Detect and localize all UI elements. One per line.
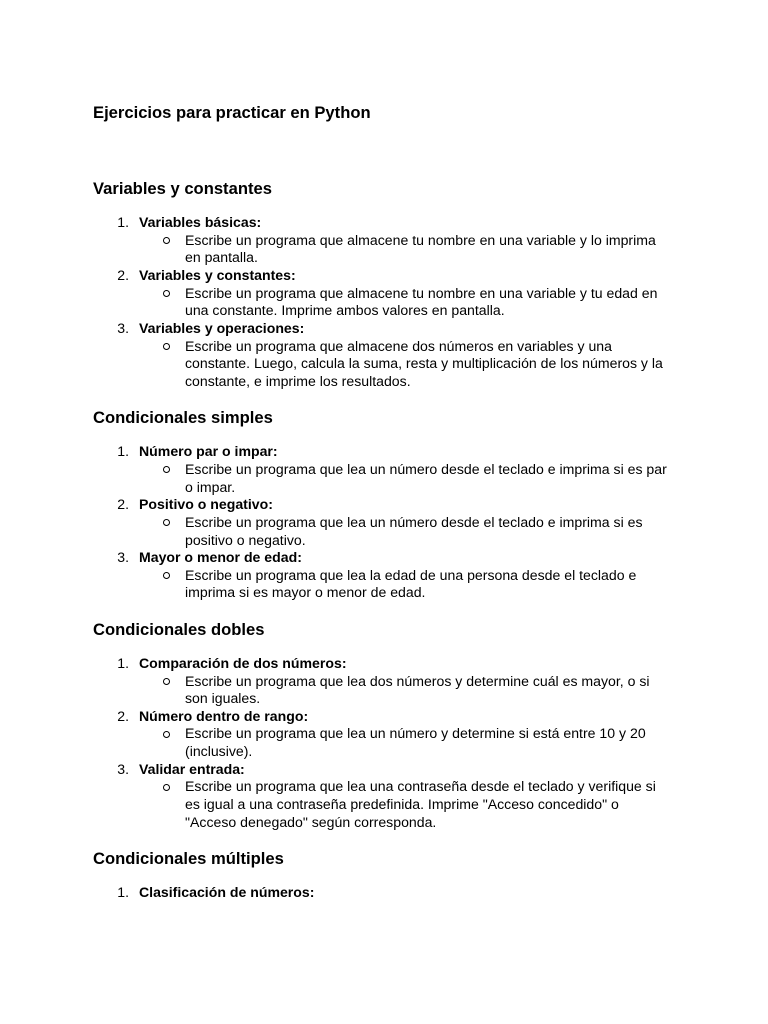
- exercise-item: [93, 549, 675, 602]
- description-line: Escribe un programa que almacene dos números en variables y una: [185, 337, 612, 354]
- description-line: una constante. Imprime ambos valores en pantalla.: [185, 302, 505, 319]
- description-line: Escribe un programa que lea un número desde el teclado e imprima si es par: [185, 461, 667, 477]
- description-line: son iguales.: [185, 690, 261, 707]
- item-title: Variables y operaciones:: [139, 320, 305, 337]
- item-number: 1.: [117, 443, 129, 460]
- exercise-item: [93, 884, 675, 902]
- numbered-list: [93, 655, 675, 831]
- description-line: en pantalla.: [185, 249, 258, 266]
- item-title: Variables y constantes:: [139, 267, 296, 284]
- section-heading: Variables y constantes: [93, 178, 272, 198]
- item-header: [93, 884, 675, 902]
- description-line: "Acceso denegado" según corresponda.: [185, 813, 437, 830]
- exercise-item: [93, 655, 675, 708]
- section-condicionales-simples: [93, 391, 675, 603]
- item-title: Positivo o negativo:: [139, 496, 273, 513]
- item-title: Variables básicas:: [139, 214, 262, 231]
- item-header: [93, 708, 675, 726]
- item-title: Número dentro de rango:: [139, 707, 309, 724]
- exercise-item: [93, 708, 675, 761]
- item-description: [93, 673, 675, 708]
- item-number: 2.: [117, 496, 129, 513]
- item-title: Clasificación de números:: [139, 884, 315, 901]
- item-number: 3.: [117, 320, 129, 337]
- item-number: 2.: [117, 707, 129, 724]
- document-title: Ejercicios para practicar en Python: [93, 103, 371, 122]
- item-number: 1.: [117, 884, 129, 901]
- item-header: [93, 496, 675, 514]
- item-header: [93, 267, 675, 285]
- item-description: [93, 725, 675, 760]
- description-line: Escribe un programa que lea dos números y determine cuál es mayor, o si: [185, 672, 650, 689]
- item-number: 2.: [117, 267, 129, 284]
- section-condicionales-dobles: [93, 602, 675, 831]
- description-line: Escribe un programa que lea una contraseña desde el teclado y verifique si: [185, 778, 656, 795]
- exercise-item: [93, 214, 675, 267]
- item-number: 1.: [117, 214, 129, 231]
- item-header: [93, 761, 675, 779]
- item-header: [93, 320, 675, 338]
- item-description: [93, 514, 675, 549]
- description-line: constante, e imprime los resultados.: [185, 372, 411, 389]
- item-title: Comparación de dos números:: [139, 654, 347, 671]
- item-header: [93, 549, 675, 567]
- document-body: [93, 103, 675, 902]
- section-heading: Condicionales simples: [93, 408, 273, 428]
- description-line: es igual a una contraseña predefinida. Imprime "Acceso concedido" o: [185, 796, 619, 813]
- item-description: [93, 778, 675, 831]
- description-line: Escribe un programa que almacene tu nombre en una variable y lo imprima: [185, 231, 656, 248]
- item-description: [93, 285, 675, 320]
- numbered-list: [93, 443, 675, 602]
- exercise-item: [93, 267, 675, 320]
- numbered-list: [93, 884, 675, 902]
- item-number: 1.: [117, 654, 129, 671]
- item-header: [93, 443, 675, 461]
- item-header: [93, 214, 675, 232]
- description-line: (inclusive).: [185, 743, 253, 760]
- item-description: [93, 232, 675, 267]
- item-title: Mayor o menor de edad:: [139, 549, 302, 566]
- section-variables-y-constantes: [93, 161, 675, 390]
- description-line: o impar.: [185, 478, 236, 495]
- numbered-list: [93, 214, 675, 390]
- item-number: 3.: [117, 760, 129, 777]
- item-title: Validar entrada:: [139, 760, 245, 777]
- description-line: imprima si es mayor o menor de edad.: [185, 584, 426, 601]
- item-header: [93, 655, 675, 673]
- description-line: constante. Luego, calcula la suma, resta y multiplicación de los números y la: [185, 355, 663, 372]
- item-description: [93, 461, 675, 496]
- description-line: Escribe un programa que almacene tu nombre en una variable y tu edad en: [185, 284, 658, 301]
- section-heading: Condicionales dobles: [93, 619, 265, 639]
- item-description: [93, 338, 675, 391]
- description-line: Escribe un programa que lea la edad de una persona desde el teclado e: [185, 566, 637, 583]
- exercise-item: [93, 320, 675, 391]
- item-description: [93, 567, 675, 602]
- description-line: Escribe un programa que lea un número y determine si está entre 10 y 20: [185, 725, 646, 742]
- section-condicionales-multiples: [93, 831, 675, 901]
- item-title: Número par o impar:: [139, 443, 278, 460]
- description-line: Escribe un programa que lea un número desde el teclado e imprima si es: [185, 513, 643, 530]
- section-heading: Condicionales múltiples: [93, 848, 284, 868]
- item-number: 3.: [117, 549, 129, 566]
- exercise-item: [93, 443, 675, 496]
- exercise-item: [93, 761, 675, 832]
- exercise-item: [93, 496, 675, 549]
- description-line: positivo o negativo.: [185, 531, 306, 548]
